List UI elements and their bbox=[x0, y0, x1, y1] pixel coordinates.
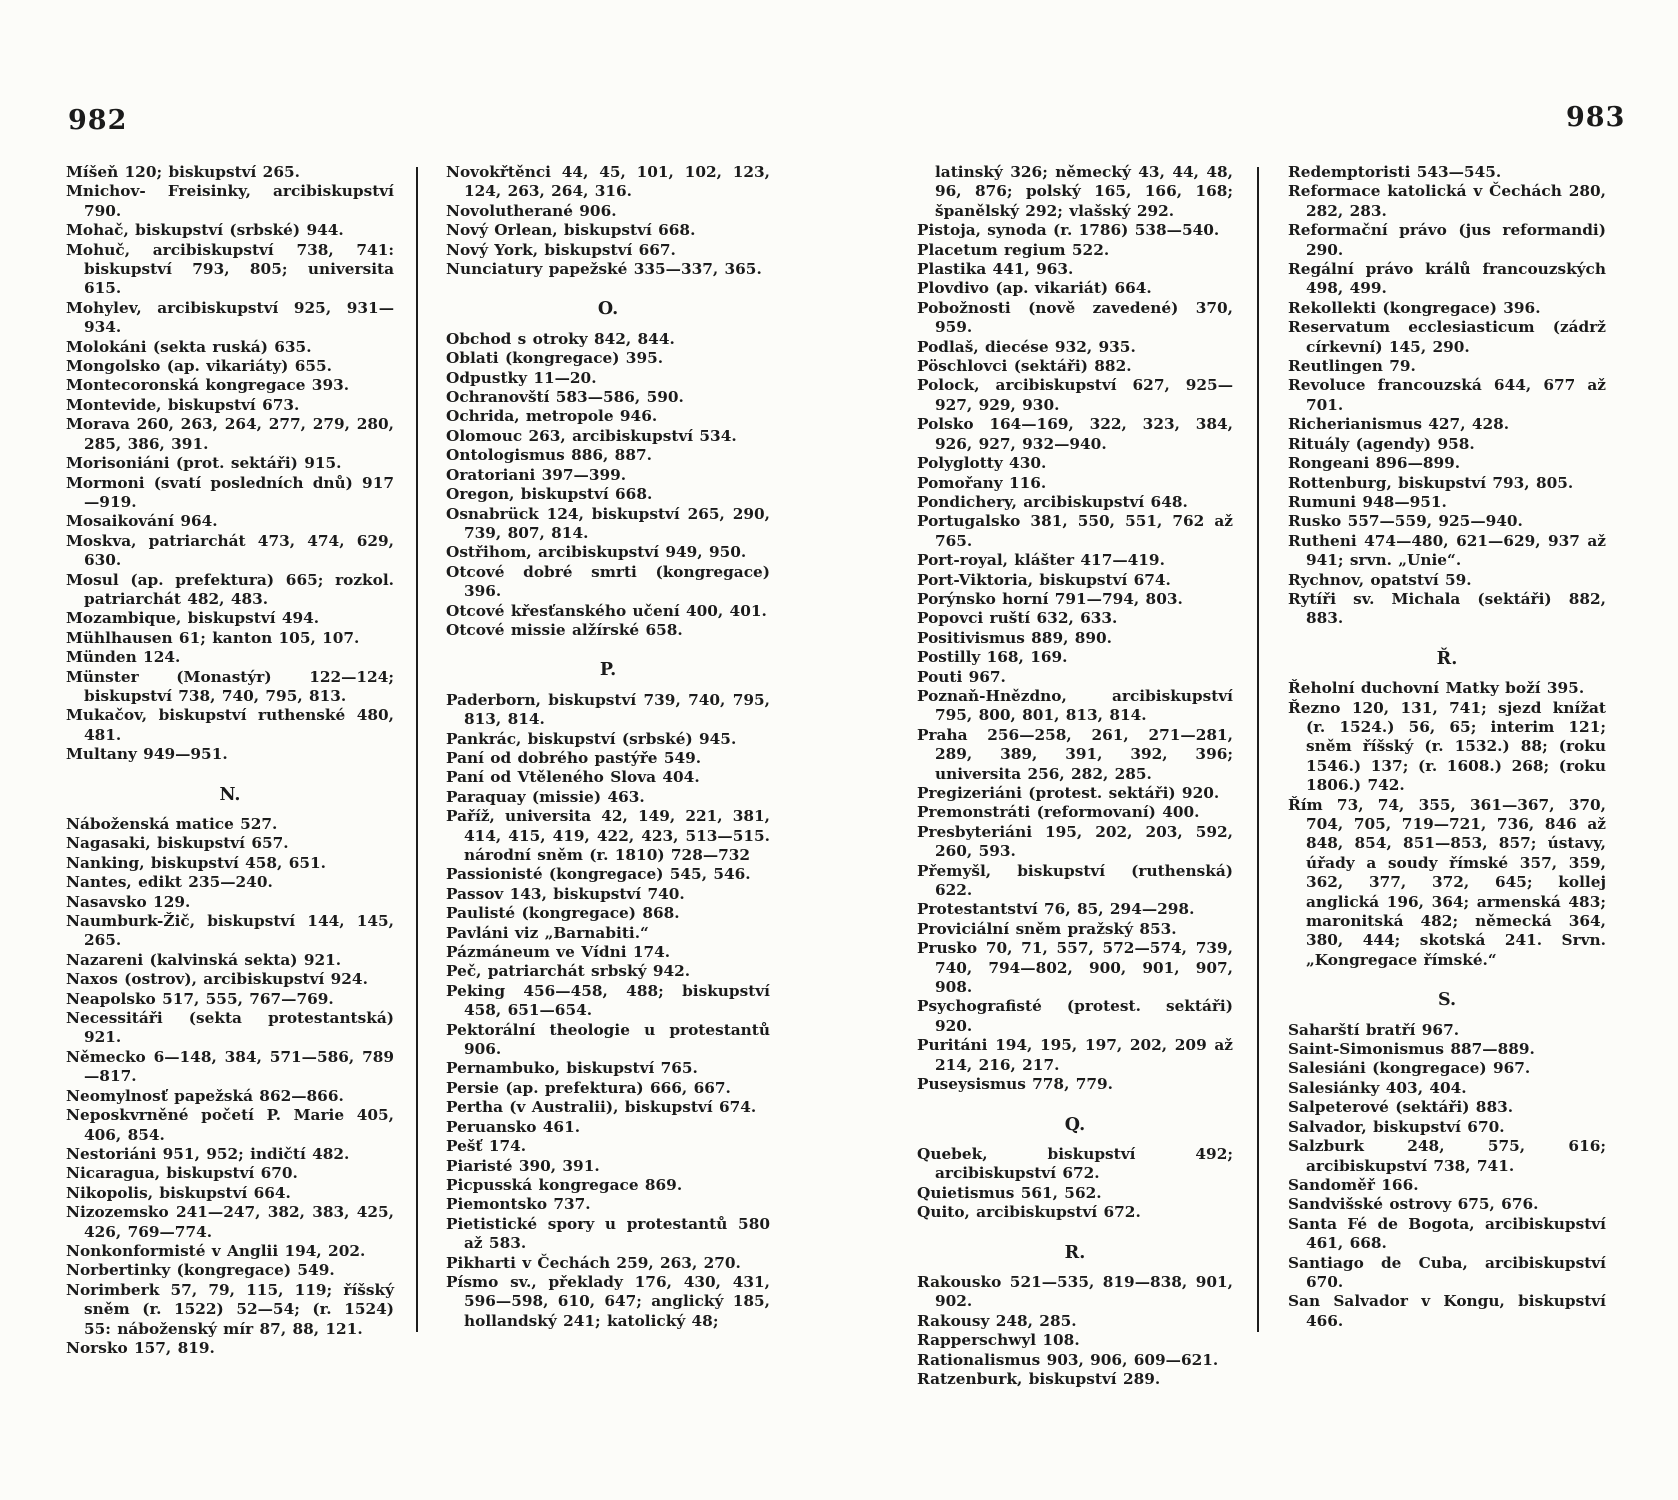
index-entry: Rumuni 948—951. bbox=[1288, 492, 1447, 511]
index-entry: Neomylnosť papežská 862—866. bbox=[66, 1086, 344, 1105]
index-entry: Rakousy 248, 285. bbox=[917, 1311, 1077, 1330]
section-header: O. bbox=[597, 299, 619, 320]
index-entry: Norimberk 57, 79, 115, 119; říšský sněm (r. 1522) 52—54; (r. 1524) 55: náboženský mír 87, 88, 121. bbox=[66, 1280, 394, 1338]
index-entry: Pešť 174. bbox=[446, 1137, 527, 1156]
index-entry: Obchod s otroky 842, 844. bbox=[446, 329, 675, 348]
index-entry: Pistoja, synoda (r. 1786) 538—540. bbox=[917, 221, 1220, 240]
index-entry: Nový Orlean, biskupství 668. bbox=[446, 221, 696, 240]
index-entry: Rychnov, opatství 59. bbox=[1288, 570, 1472, 589]
index-entry: Rekollekti (kongregace) 396. bbox=[1288, 298, 1541, 317]
index-entry: Mongolsko (ap. vikariáty) 655. bbox=[66, 357, 332, 376]
index-entry: Salesiánky 403, 404. bbox=[1288, 1078, 1467, 1097]
index-entry: Pouti 967. bbox=[917, 667, 1006, 686]
index-entry: Řeholní duchovní Matky boží 395. bbox=[1288, 679, 1585, 698]
index-entry: Montevide, biskupství 673. bbox=[66, 395, 300, 414]
index-entry: Mühlhausen 61; kanton 105, 107. bbox=[66, 628, 360, 647]
index-entry: Mosul (ap. prefektura) 665; rozkol. patriarchát 482, 483. bbox=[66, 570, 394, 608]
index-entry: Quietismus 561, 562. bbox=[917, 1183, 1102, 1202]
index-entry: Multany 949—951. bbox=[66, 745, 228, 764]
index-entry: Rationalismus 903, 906, 609—621. bbox=[917, 1350, 1219, 1369]
index-entry: Portugalsko 381, 550, 551, 762 až 765. bbox=[917, 512, 1233, 550]
index-entry: Nikopolis, biskupství 664. bbox=[66, 1183, 291, 1202]
index-entry: Praha 256—258, 261, 271—281, 289, 389, 391, 392, 396; universita 256, 282, 285. bbox=[917, 725, 1233, 783]
index-entry: Otcové křesťanského učení 400, 401. bbox=[446, 601, 767, 620]
index-entry: Persie (ap. prefektura) 666, 667. bbox=[446, 1078, 731, 1097]
index-entry: Peking 456—458, 488; biskupství 458, 651—654. bbox=[446, 981, 770, 1020]
index-entry: Písmo sv., překlady 176, 430, 431, 596—598, 610, 647; anglický 185, hollandský 241; katolický 48; bbox=[446, 1272, 770, 1330]
section-header: S. bbox=[1437, 990, 1457, 1011]
index-entry: Řím 73, 74, 355, 361—367, 370, 704, 705, 719—721, 736, 846 až 848, 854, 851—853, 857; ústavy, úřady a soudy římské 357, 359, 362, 377, 372, 645; kollej anglická 196, 364; armenská 483; maronitská 482; německá 364, 380, 444; skotská 241. Srvn. „Kongregace římské.“ bbox=[1288, 795, 1606, 969]
index-entry: Pobožnosti (nově zavedené) 370, 959. bbox=[917, 298, 1233, 337]
index-entry: Rituály (agendy) 958. bbox=[1288, 434, 1475, 453]
index-entry: Otcové dobré smrti (kongregace) 396. bbox=[446, 562, 770, 601]
index-entry: Salesiáni (kongregace) 967. bbox=[1288, 1059, 1531, 1078]
index-entry: Nagasaki, biskupství 657. bbox=[66, 834, 289, 853]
index-entry: Prusko 70, 71, 557, 572—574, 739, 740, 794—802, 900, 901, 907, 908. bbox=[917, 939, 1233, 997]
index-entry: Porýnsko horní 791—794, 803. bbox=[917, 589, 1183, 608]
index-entry: Pektorální theologie u protestantů 906. bbox=[446, 1020, 770, 1059]
index-entry: Rakousko 521—535, 819—838, 901, 902. bbox=[917, 1272, 1233, 1311]
index-entry: Sandoměř 166. bbox=[1288, 1175, 1419, 1194]
index-column-4 bbox=[1288, 163, 1606, 1331]
index-entry: Reformace katolická v Čechách 280, 282, 283. bbox=[1288, 182, 1606, 220]
index-entry: Popovci ruští 632, 633. bbox=[917, 609, 1118, 628]
index-entry: Norbertinky (kongregace) 549. bbox=[66, 1261, 335, 1280]
index-column-2 bbox=[446, 163, 770, 1331]
index-entry: Odpustky 11—20. bbox=[446, 368, 597, 387]
index-entry: Rapperschwyl 108. bbox=[917, 1331, 1080, 1350]
index-entry: Salvador, biskupství 670. bbox=[1288, 1117, 1505, 1136]
index-column-1 bbox=[66, 163, 394, 1358]
index-entry: Nicaragua, biskupství 670. bbox=[66, 1164, 298, 1183]
index-entry: Pregizeriáni (protest. sektáři) 920. bbox=[917, 784, 1220, 802]
index-entry: Peč, patriarchát srbský 942. bbox=[446, 962, 691, 981]
index-entry: Montecoronská kongregace 393. bbox=[66, 376, 350, 395]
index-entry: Naxos (ostrov), arcibiskupství 924. bbox=[66, 970, 368, 989]
index-entry: Pondichery, arcibiskupství 648. bbox=[917, 492, 1188, 511]
page-number-left: 982 bbox=[68, 105, 128, 136]
index-entry: Sandvišské ostrovy 675, 676. bbox=[1288, 1195, 1539, 1214]
index-entry: Saharští bratří 967. bbox=[1288, 1020, 1460, 1039]
index-entry: Positivismus 889, 890. bbox=[917, 628, 1112, 647]
index-column-3 bbox=[917, 163, 1233, 1389]
index-entry: Pavláni viz „Barnabiti.“ bbox=[446, 923, 649, 942]
index-entry: Podlaš, diecése 932, 935. bbox=[917, 337, 1136, 356]
index-entry: Mukačov, biskupství ruthenské 480, 481. bbox=[66, 706, 394, 744]
index-entry: Rongeani 896—899. bbox=[1288, 454, 1461, 473]
page-number-right: 983 bbox=[1566, 102, 1626, 133]
index-entry: Nonkonformisté v Anglii 194, 202. bbox=[66, 1241, 366, 1260]
index-entry: Pázmáneum ve Vídni 174. bbox=[446, 943, 671, 962]
index-entry: Port-Viktoria, biskupství 674. bbox=[917, 570, 1171, 589]
index-entry: Pöschlovci (sektáři) 882. bbox=[917, 357, 1132, 376]
index-entry: Neposkvrněné početí P. Marie 405, 406, 854. bbox=[66, 1106, 394, 1144]
index-entry: Paříž, universita 42, 149, 221, 381, 414, 415, 419, 422, 423, 513—515. národní sněm (r. 1810) 728—732 bbox=[446, 807, 770, 864]
index-entry: Pernambuko, biskupství 765. bbox=[446, 1059, 698, 1078]
section-header: Q. bbox=[1064, 1114, 1086, 1135]
index-entry: Paraquay (missie) 463. bbox=[446, 787, 645, 806]
index-entry: Mohylev, arcibiskupství 925, 931—934. bbox=[66, 298, 394, 337]
index-entry: Santiago de Cuba, arcibiskupství 670. bbox=[1288, 1253, 1606, 1291]
index-entry: Richerianismus 427, 428. bbox=[1288, 415, 1510, 434]
index-entry: Piemontsko 737. bbox=[446, 1195, 591, 1214]
index-entry: Ontologismus 886, 887. bbox=[446, 446, 652, 465]
index-entry: Mormoni (svatí posledních dnů) 917—919. bbox=[66, 473, 394, 511]
index-entry: Quito, arcibiskupství 672. bbox=[917, 1203, 1141, 1222]
index-entry: San Salvador v Kongu, biskupství 466. bbox=[1288, 1292, 1606, 1330]
index-entry: Řezno 120, 131, 741; sjezd knížat (r. 1524.) 56, 65; interim 121; sněm říšský (r. 1532.) 88; (roku 1546.) 137; (r. 1608.) 268; (roku 1806.) 742. bbox=[1288, 698, 1606, 795]
index-entry: Nanking, biskupství 458, 651. bbox=[66, 853, 326, 872]
index-entry: Otcové missie alžírské 658. bbox=[446, 620, 683, 639]
index-entry: Polock, arcibiskupství 627, 925—927, 929, 930. bbox=[917, 376, 1233, 414]
index-entry: Rottenburg, biskupství 793, 805. bbox=[1288, 473, 1574, 492]
index-entry: Plastika 441, 963. bbox=[917, 260, 1074, 279]
index-entry: Osnabrück 124, biskupství 265, 290, 739, 807, 814. bbox=[446, 504, 770, 542]
index-entry: Mohuč, arcibiskupství 738, 741: biskupství 793, 805; universita 615. bbox=[66, 240, 394, 298]
index-entry: Revoluce francouzská 644, 677 až 701. bbox=[1288, 376, 1606, 414]
index-entry: Protestantství 76, 85, 294—298. bbox=[917, 900, 1195, 919]
index-entry: Saint-Simonismus 887—889. bbox=[1288, 1040, 1535, 1059]
index-entry: Proviciální sněm pražský 853. bbox=[917, 919, 1177, 938]
index-entry: Puseysismus 778, 779. bbox=[917, 1075, 1113, 1094]
index-entry: Reformační právo (jus reformandi) 290. bbox=[1288, 221, 1606, 259]
index-entry: Presbyteriáni 195, 202, 203, 592, 260, 593. bbox=[917, 822, 1233, 861]
index-entry: Salzburk 248, 575, 616; arcibiskupství 738, 741. bbox=[1288, 1137, 1606, 1175]
index-entry: Německo 6—148, 384, 571—586, 789—817. bbox=[66, 1047, 394, 1086]
index-entry: Passionisté (kongregace) 545, 546. bbox=[446, 865, 751, 884]
index-entry: Redemptoristi 543—545. bbox=[1288, 163, 1502, 181]
index-entry: Olomouc 263, arcibiskupství 534. bbox=[446, 426, 737, 445]
index-entry: Oblati (kongregace) 395. bbox=[446, 349, 664, 368]
column-divider-right-page bbox=[1257, 167, 1259, 1332]
section-header: Ř. bbox=[1436, 648, 1458, 669]
index-entry: Santa Fé de Bogota, arcibiskupství 461, 668. bbox=[1288, 1214, 1606, 1253]
index-entry: Novokřtěnci 44, 45, 101, 102, 123, 124, 263, 264, 316. bbox=[446, 163, 770, 201]
index-entry: Salpeterové (sektáři) 883. bbox=[1288, 1098, 1514, 1117]
index-entry: Passov 143, biskupství 740. bbox=[446, 884, 685, 903]
index-entry: Míšeň 120; biskupství 265. bbox=[66, 163, 300, 181]
index-entry-continuation: latinský 326; německý 43, 44, 48, 96, 876; polský 165, 166, 168; španělský 292; vlašský 292. bbox=[935, 163, 1233, 220]
section-header: N. bbox=[219, 784, 241, 805]
index-entry: Poznaň-Hnězdno, arcibiskupství 795, 800, 801, 813, 814. bbox=[917, 686, 1233, 725]
index-entry: Psychografisté (protest. sektáři) 920. bbox=[917, 997, 1233, 1035]
section-header: R. bbox=[1064, 1242, 1086, 1263]
index-entry: Novolutherané 906. bbox=[446, 201, 617, 220]
index-entry: Rytíři sv. Michala (sektáři) 882, 883. bbox=[1288, 589, 1606, 628]
index-entry: Plovdivo (ap. vikariát) 664. bbox=[917, 279, 1152, 298]
index-entry: Münster (Monastýr) 122—124; biskupství 738, 740, 795, 813. bbox=[66, 667, 394, 705]
index-entry: Puritáni 194, 195, 197, 202, 209 až 214, 216, 217. bbox=[917, 1036, 1233, 1074]
index-entry: Reutlingen 79. bbox=[1288, 357, 1416, 376]
index-entry: Polyglotty 430. bbox=[917, 454, 1047, 473]
index-entry: Paní od dobrého pastýře 549. bbox=[446, 748, 702, 767]
index-entry: Nunciatury papežské 335—337, 365. bbox=[446, 260, 762, 279]
index-entry: Oregon, biskupství 668. bbox=[446, 485, 653, 504]
index-entry: Regální právo králů francouzských 498, 499. bbox=[1288, 260, 1606, 298]
index-entry: Necessitáři (sekta protestantská) 921. bbox=[66, 1009, 394, 1047]
index-entry: Paní od Vtěleného Slova 404. bbox=[446, 768, 700, 787]
index-entry: Ostřihom, arcibiskupství 949, 950. bbox=[446, 543, 747, 562]
index-entry: Mnichov- Freisinky, arcibiskupství 790. bbox=[66, 182, 394, 220]
index-entry: Molokáni (sekta ruská) 635. bbox=[66, 337, 312, 356]
index-entry: Peruansko 461. bbox=[446, 1117, 581, 1136]
index-entry: Morisoniáni (prot. sektáři) 915. bbox=[66, 454, 342, 473]
index-entry: Nestoriáni 951, 952; indičtí 482. bbox=[66, 1144, 350, 1163]
index-entry: Náboženská matice 527. bbox=[66, 815, 278, 833]
index-entry: Piaristé 390, 391. bbox=[446, 1156, 600, 1175]
index-entry: Reservatum ecclesiasticum (zádrž církevní) 145, 290. bbox=[1288, 318, 1606, 356]
index-entry: Polsko 164—169, 322, 323, 384, 926, 927, 932—940. bbox=[917, 415, 1233, 453]
index-entry: Nizozemsko 241—247, 382, 383, 425, 426, 769—774. bbox=[66, 1203, 394, 1241]
index-entry: Rusko 557—559, 925—940. bbox=[1288, 512, 1523, 531]
index-entry: Picpusská kongregace 869. bbox=[446, 1175, 683, 1194]
index-entry: Moskva, patriarchát 473, 474, 629, 630. bbox=[66, 531, 394, 570]
index-entry: Ochranovští 583—586, 590. bbox=[446, 388, 684, 407]
index-entry: Norsko 157, 819. bbox=[66, 1338, 215, 1357]
index-entry: Port-royal, klášter 417—419. bbox=[917, 551, 1165, 570]
index-entry: Morava 260, 263, 264, 277, 279, 280, 285, 386, 391. bbox=[66, 415, 394, 453]
section-header: P. bbox=[599, 660, 617, 681]
index-entry: Nasavsko 129. bbox=[66, 892, 191, 911]
index-entry: Premonstráti (reformovaní) 400. bbox=[917, 803, 1200, 822]
index-entry: Mohač, biskupství (srbské) 944. bbox=[66, 221, 344, 240]
index-entry: Ratzenburk, biskupství 289. bbox=[917, 1369, 1161, 1388]
index-entry: Přemyšl, biskupství (ruthenská) 622. bbox=[917, 861, 1233, 900]
index-entry: Mozambique, biskupství 494. bbox=[66, 609, 320, 628]
index-entry: Rutheni 474—480, 621—629, 937 až 941; srvn. „Unie“. bbox=[1288, 531, 1606, 570]
index-entry: Placetum regium 522. bbox=[917, 240, 1110, 259]
column-divider-left-page bbox=[416, 167, 418, 1332]
index-entry: Mosaikování 964. bbox=[66, 512, 218, 531]
index-entry: Postilly 168, 169. bbox=[917, 648, 1068, 667]
index-entry: Pankrác, biskupství (srbské) 945. bbox=[446, 729, 737, 748]
index-entry: Paulisté (kongregace) 868. bbox=[446, 904, 680, 923]
index-entry: Nantes, edikt 235—240. bbox=[66, 873, 273, 892]
index-entry: Paderborn, biskupství 739, 740, 795, 813, 814. bbox=[446, 690, 770, 729]
index-entry: Pikharti v Čechách 259, 263, 270. bbox=[446, 1253, 741, 1272]
index-entry: Pomořany 116. bbox=[917, 473, 1047, 492]
index-entry: Quebek, biskupství 492; arcibiskupství 672. bbox=[917, 1144, 1233, 1183]
index-entry: Pietistické spory u protestantů 580 až 583. bbox=[446, 1214, 770, 1253]
index-entry: Münden 124. bbox=[66, 648, 181, 667]
index-entry: Ochrida, metropole 946. bbox=[446, 407, 658, 426]
index-entry: Neapolsko 517, 555, 767—769. bbox=[66, 989, 334, 1008]
index-entry: Oratoriani 397—399. bbox=[446, 465, 627, 484]
index-entry: Naumburk-Žič, biskupství 144, 145, 265. bbox=[66, 912, 394, 950]
index-entry: Nazareni (kalvinská sekta) 921. bbox=[66, 950, 342, 969]
index-entry: Pertha (v Australii), biskupství 674. bbox=[446, 1098, 757, 1117]
index-entry: Nový York, biskupství 667. bbox=[446, 240, 676, 259]
